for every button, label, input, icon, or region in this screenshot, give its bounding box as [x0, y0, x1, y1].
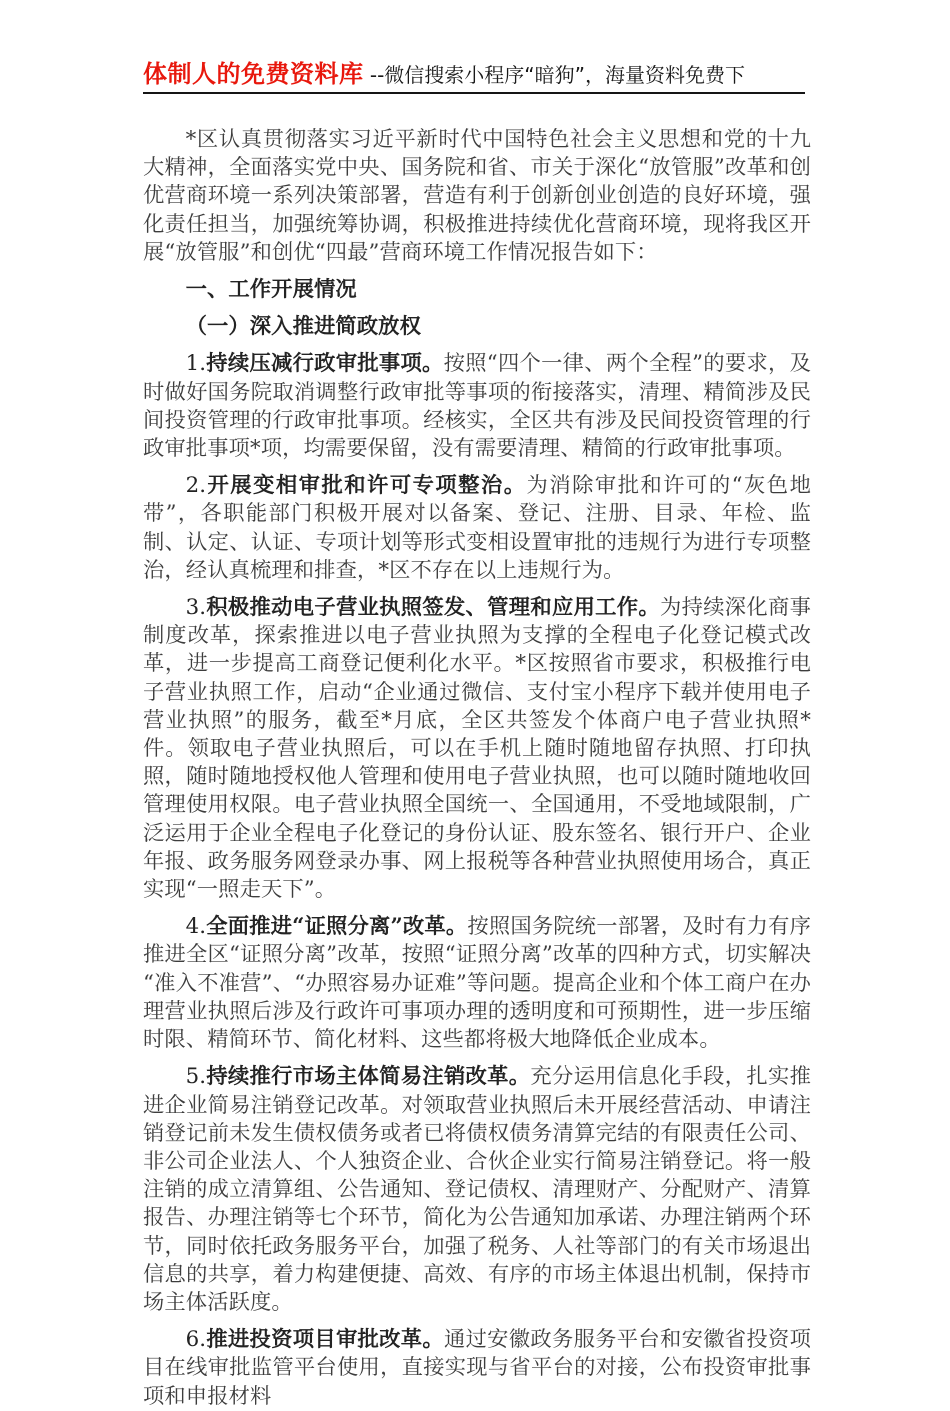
body-paragraph	[143, 350, 811, 463]
paragraph-number: 2.	[185, 473, 207, 499]
paragraph-lead: 全面推进“证照分离”改革。	[206, 914, 468, 940]
paragraph-text: （一）深入推进简政放权	[185, 314, 421, 340]
body-paragraph	[143, 472, 811, 585]
paragraph-number: 3.	[185, 595, 207, 621]
section-heading	[143, 313, 811, 341]
promo-header-banner	[143, 62, 805, 94]
body-paragraph	[143, 594, 811, 904]
body-paragraph	[143, 1063, 811, 1317]
paragraph-number: 1.	[185, 351, 207, 377]
paragraph-text: 按照国务院统一部署，及时有力有序推进全区“证照分离”改革，按照“证照分离”改革的四种方式，切实解决“准入不准营”、“办照容易办证难”等问题。提高企业和个体工商户在办理营业执照后涉及行政许可事项办理的透明度和可预期性，进一步压缩时限、精简环节、简化材料、这些都将极大地降低企业成本。	[143, 914, 811, 1053]
document-body	[143, 126, 811, 1411]
paragraph-text: 为持续深化商事制度改革，探索推进以电子营业执照为支撑的全程电子化登记模式改革，进一步提高工商登记便利化水平。*区按照省市要求，积极推行电子营业执照工作，启动“企业通过微信、支付宝小程序下载并使用电子营业执照”的服务，截至*月底，全区共签发个体商户电子营业执照*件。领取电子营业执照后，可以在手机上随时随地留存执照、打印执照，随时随地授权他人管理和使用电子营业执照，也可以随时随地收回管理使用权限。电子营业执照全国统一、全国通用，不受地域限制，广泛运用于企业全程电子化登记的身份认证、股东签名、银行开户、企业年报、政务服务网登录办事、网上报税等各种营业执照使用场合，真正实现“一照走天下”。	[143, 595, 811, 903]
section-heading	[143, 276, 811, 304]
body-paragraph	[143, 913, 811, 1054]
paragraph-lead: 持续压减行政审批事项。	[206, 351, 444, 377]
paragraph-lead: 推进投资项目审批改革。	[206, 1327, 444, 1353]
paragraph-lead: 开展变相审批和许可专项整治。	[206, 473, 527, 499]
paragraph-text: 充分运用信息化手段，扎实推进企业简易注销登记改革。对领取营业执照后未开展经营活动、申请注销登记前未发生债权债务或者已将债权债务清算完结的有限责任公司、非公司企业法人、个人独资企业、合伙企业实行简易注销登记。将一般注销的成立清算组、公告通知、登记债权、清理财产、分配财产、清算报告、办理注销等七个环节，简化为公告通知加承诺、办理注销两个环节，同时依托政务服务平台，加强了税务、人社等部门的有关市场退出信息的共享，着力构建便捷、高效、有序的市场主体退出机制，保持市场主体活跃度。	[143, 1064, 811, 1315]
body-paragraph	[143, 126, 811, 267]
paragraph-text: 为消除审批和许可的“灰色地带”，各职能部门积极开展对以备案、登记、注册、目录、年检、监制、认定、认证、专项计划等形式变相设置审批的违规行为进行专项整治，经认真梳理和排查，*区不存在以上违规行为。	[143, 473, 811, 583]
paragraph-number: 5.	[185, 1064, 207, 1090]
paragraph-lead: 积极推动电子营业执照签发、管理和应用工作。	[206, 595, 660, 621]
paragraph-text: 一、工作开展情况	[185, 277, 357, 303]
paragraph-number: 4.	[185, 914, 207, 940]
paragraph-text: 通过安徽政务服务平台和安徽省投资项目在线审批监管平台使用，直接实现与省平台的对接，公布投资审批事项和申报材料	[143, 1327, 812, 1409]
paragraph-number: 6.	[185, 1327, 207, 1353]
promo-tail-text: --微信搜索小程序“暗狗”，海量资料免费下	[363, 63, 746, 87]
body-paragraph	[143, 1326, 811, 1411]
paragraph-text: 按照“四个一律、两个全程”的要求，及时做好国务院取消调整行政审批等事项的衔接落实，清理、精简涉及民间投资管理的行政审批事项。经核实，全区共有涉及民间投资管理的行政审批事项*项，均需要保留，没有需要清理、精简的行政审批事项。	[143, 351, 811, 462]
paragraph-lead: 持续推行市场主体简易注销改革。	[206, 1064, 531, 1090]
promo-brand-text: 体制人的免费资料库	[143, 60, 364, 88]
paragraph-text: *区认真贯彻落实习近平新时代中国特色社会主义思想和党的十九大精神，全面落实党中央、国务院和省、市关于深化“放管服”改革和创优营商环境一系列决策部署，营造有利于创新创业创造的良好环境，强化责任担当，加强统筹协调，积极推进持续优化营商环境，现将我区开展“放管服”和创优“四最”营商环境工作情况报告如下：	[143, 127, 811, 265]
